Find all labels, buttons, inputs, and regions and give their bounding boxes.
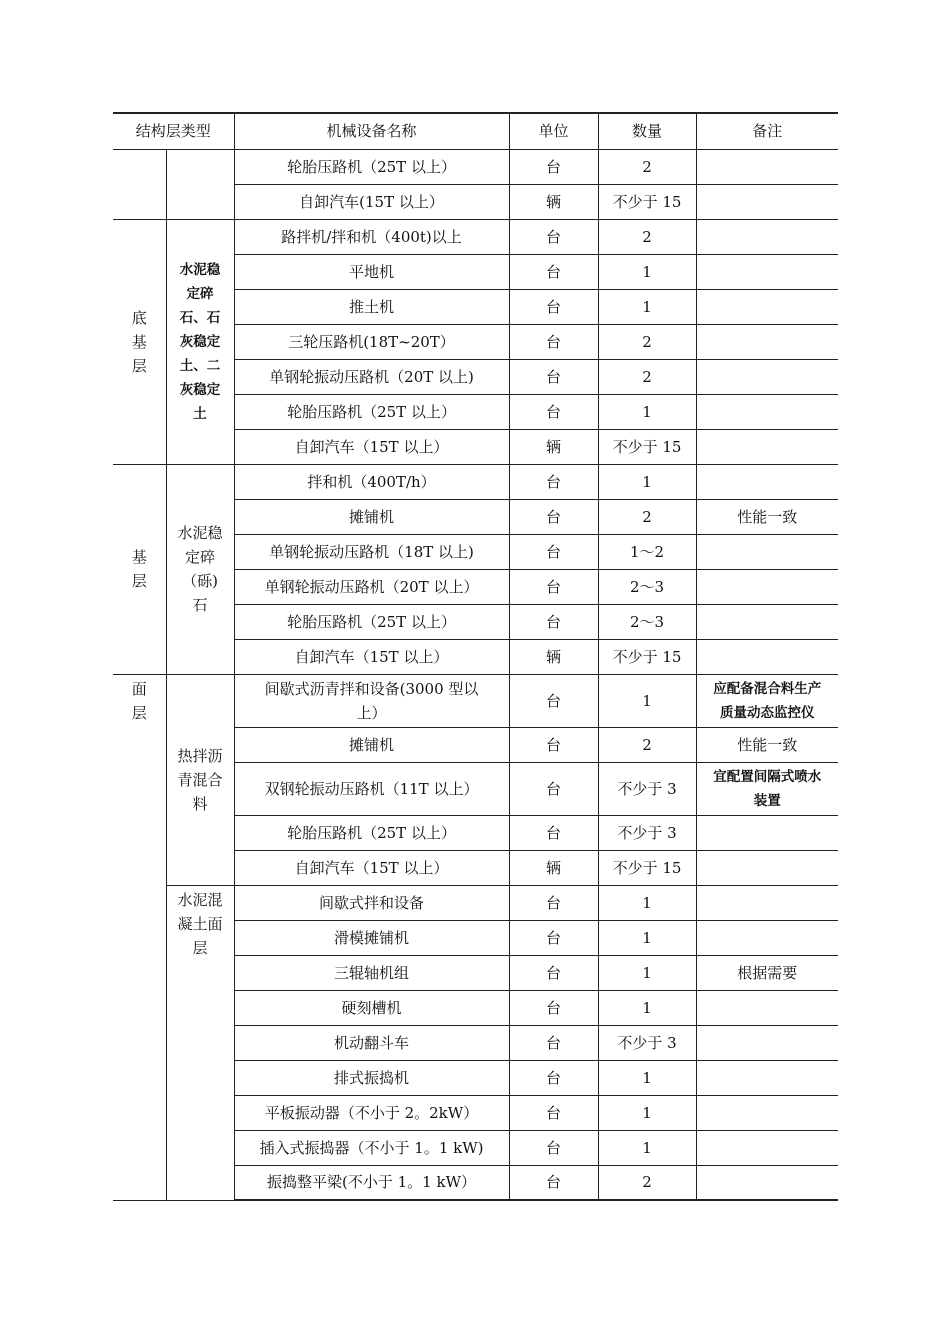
equipment-name: 轮胎压路机（25T 以上） (234, 815, 509, 850)
remark-cell (696, 464, 838, 499)
remark-cell (696, 815, 838, 850)
equipment-name: 三辊轴机组 (234, 955, 509, 990)
quantity-cell: 不少于 15 (598, 184, 696, 219)
layer-label-subbase: 底 基 层 (113, 219, 166, 464)
unit-cell: 台 (509, 1025, 598, 1060)
equipment-name: 硬刻槽机 (234, 990, 509, 1025)
remark-cell (696, 850, 838, 885)
remark-cell (696, 324, 838, 359)
remark-cell (696, 149, 838, 184)
remark-cell (696, 1130, 838, 1165)
equipment-name: 平地机 (234, 254, 509, 289)
material-label-base: 水泥稳 定碎 （砾) 石 (166, 464, 234, 674)
unit-cell: 台 (509, 569, 598, 604)
equipment-table (113, 112, 838, 1201)
quantity-cell: 1 (598, 289, 696, 324)
material-label-subbase: 水泥稳 定碎 石、石 灰稳定 土、二 灰稳定 土 (166, 219, 234, 464)
equipment-name: 间歇式沥青拌和设备(3000 型以 上） (234, 674, 509, 727)
unit-cell: 台 (509, 1095, 598, 1130)
material-label-asphalt: 热拌沥 青混合 料 (166, 674, 234, 885)
unit-cell: 台 (509, 920, 598, 955)
equipment-name: 自卸汽车(15T 以上） (234, 184, 509, 219)
quantity-cell: 1 (598, 955, 696, 990)
equipment-name: 轮胎压路机（25T 以上） (234, 604, 509, 639)
header-quantity: 数量 (598, 113, 696, 149)
header-unit: 单位 (509, 113, 598, 149)
equipment-name: 双钢轮振动压路机（11T 以上） (234, 762, 509, 815)
quantity-cell: 2～3 (598, 569, 696, 604)
remark-cell (696, 534, 838, 569)
quantity-cell: 2 (598, 219, 696, 254)
remark-cell: 宜配置间隔式喷水 装置 (696, 762, 838, 815)
unit-cell: 辆 (509, 639, 598, 674)
equipment-name: 自卸汽车（15T 以上） (234, 850, 509, 885)
quantity-cell: 1 (598, 464, 696, 499)
quantity-cell: 不少于 15 (598, 850, 696, 885)
quantity-cell: 2 (598, 359, 696, 394)
unit-cell: 台 (509, 324, 598, 359)
unit-cell: 台 (509, 955, 598, 990)
remark-cell (696, 1060, 838, 1095)
equipment-name: 插入式振捣器（不小于 1。1 kW) (234, 1130, 509, 1165)
equipment-name: 推土机 (234, 289, 509, 324)
remark-cell (696, 219, 838, 254)
layer-label-surface: 面 层 (113, 674, 166, 1200)
quantity-cell: 不少于 3 (598, 815, 696, 850)
quantity-cell: 不少于 15 (598, 639, 696, 674)
layer-cell-empty (113, 149, 166, 219)
quantity-cell: 1 (598, 254, 696, 289)
header-remarks: 备注 (696, 113, 838, 149)
equipment-name: 摊铺机 (234, 727, 509, 762)
unit-cell: 台 (509, 359, 598, 394)
unit-cell: 辆 (509, 429, 598, 464)
unit-cell: 台 (509, 464, 598, 499)
quantity-cell: 2～3 (598, 604, 696, 639)
remark-cell (696, 429, 838, 464)
equipment-name: 单钢轮振动压路机（20T 以上) (234, 359, 509, 394)
unit-cell: 辆 (509, 850, 598, 885)
equipment-name: 自卸汽车（15T 以上） (234, 429, 509, 464)
unit-cell: 台 (509, 885, 598, 920)
unit-cell: 辆 (509, 184, 598, 219)
table-row (113, 219, 838, 254)
remark-cell (696, 639, 838, 674)
equipment-name: 机动翻斗车 (234, 1025, 509, 1060)
material-cell-empty (166, 149, 234, 219)
unit-cell: 台 (509, 499, 598, 534)
layer-label-base: 基 层 (113, 464, 166, 674)
material-label-concrete: 水泥混 凝土面 层 (166, 885, 234, 1200)
remark-cell (696, 1095, 838, 1130)
equipment-name: 拌和机（400T/h） (234, 464, 509, 499)
equipment-name: 路拌机/拌和机（400t)以上 (234, 219, 509, 254)
quantity-cell: 1 (598, 394, 696, 429)
unit-cell: 台 (509, 762, 598, 815)
remark-cell: 性能一致 (696, 499, 838, 534)
header-equipment-name: 机械设备名称 (234, 113, 509, 149)
remark-cell: 性能一致 (696, 727, 838, 762)
equipment-name: 单钢轮振动压路机（18T 以上) (234, 534, 509, 569)
unit-cell: 台 (509, 604, 598, 639)
remark-cell (696, 289, 838, 324)
equipment-name: 轮胎压路机（25T 以上） (234, 394, 509, 429)
quantity-cell: 2 (598, 727, 696, 762)
quantity-cell: 不少于 3 (598, 1025, 696, 1060)
quantity-cell: 2 (598, 149, 696, 184)
quantity-cell: 1 (598, 1130, 696, 1165)
equipment-name: 振捣整平梁(不小于 1。1 kW） (234, 1165, 509, 1200)
equipment-name: 三轮压路机(18T~20T） (234, 324, 509, 359)
quantity-cell: 1～2 (598, 534, 696, 569)
remark-cell: 应配备混合料生产 质量动态监控仪 (696, 674, 838, 727)
remark-cell (696, 359, 838, 394)
quantity-cell: 1 (598, 1060, 696, 1095)
equipment-name: 滑模摊铺机 (234, 920, 509, 955)
quantity-cell: 1 (598, 674, 696, 727)
unit-cell: 台 (509, 815, 598, 850)
remark-cell (696, 1165, 838, 1200)
table-row (113, 674, 838, 727)
remark-cell (696, 569, 838, 604)
unit-cell: 台 (509, 254, 598, 289)
equipment-name: 间歇式拌和设备 (234, 885, 509, 920)
remark-cell (696, 604, 838, 639)
quantity-cell: 1 (598, 990, 696, 1025)
unit-cell: 台 (509, 1060, 598, 1095)
equipment-name: 单钢轮振动压路机（20T 以上） (234, 569, 509, 604)
equipment-name: 排式振捣机 (234, 1060, 509, 1095)
quantity-cell: 2 (598, 499, 696, 534)
remark-cell (696, 990, 838, 1025)
unit-cell: 台 (509, 534, 598, 569)
quantity-cell: 1 (598, 885, 696, 920)
unit-cell: 台 (509, 219, 598, 254)
equipment-name: 平板振动器（不小于 2。2kW） (234, 1095, 509, 1130)
remark-cell (696, 254, 838, 289)
quantity-cell: 1 (598, 1095, 696, 1130)
table-row (113, 464, 838, 499)
unit-cell: 台 (509, 289, 598, 324)
unit-cell: 台 (509, 1130, 598, 1165)
quantity-cell: 不少于 3 (598, 762, 696, 815)
table-row (113, 885, 838, 920)
table-row (113, 149, 838, 184)
equipment-name: 摊铺机 (234, 499, 509, 534)
unit-cell: 台 (509, 674, 598, 727)
remark-cell: 根据需要 (696, 955, 838, 990)
unit-cell: 台 (509, 394, 598, 429)
unit-cell: 台 (509, 727, 598, 762)
remark-cell (696, 184, 838, 219)
unit-cell: 台 (509, 149, 598, 184)
remark-cell (696, 920, 838, 955)
quantity-cell: 2 (598, 324, 696, 359)
remark-cell (696, 885, 838, 920)
quantity-cell: 1 (598, 920, 696, 955)
remark-cell (696, 1025, 838, 1060)
equipment-name: 自卸汽车（15T 以上） (234, 639, 509, 674)
unit-cell: 台 (509, 990, 598, 1025)
quantity-cell: 2 (598, 1165, 696, 1200)
remark-cell (696, 394, 838, 429)
unit-cell: 台 (509, 1165, 598, 1200)
quantity-cell: 不少于 15 (598, 429, 696, 464)
header-layer-type: 结构层类型 (113, 113, 234, 149)
equipment-name: 轮胎压路机（25T 以上） (234, 149, 509, 184)
